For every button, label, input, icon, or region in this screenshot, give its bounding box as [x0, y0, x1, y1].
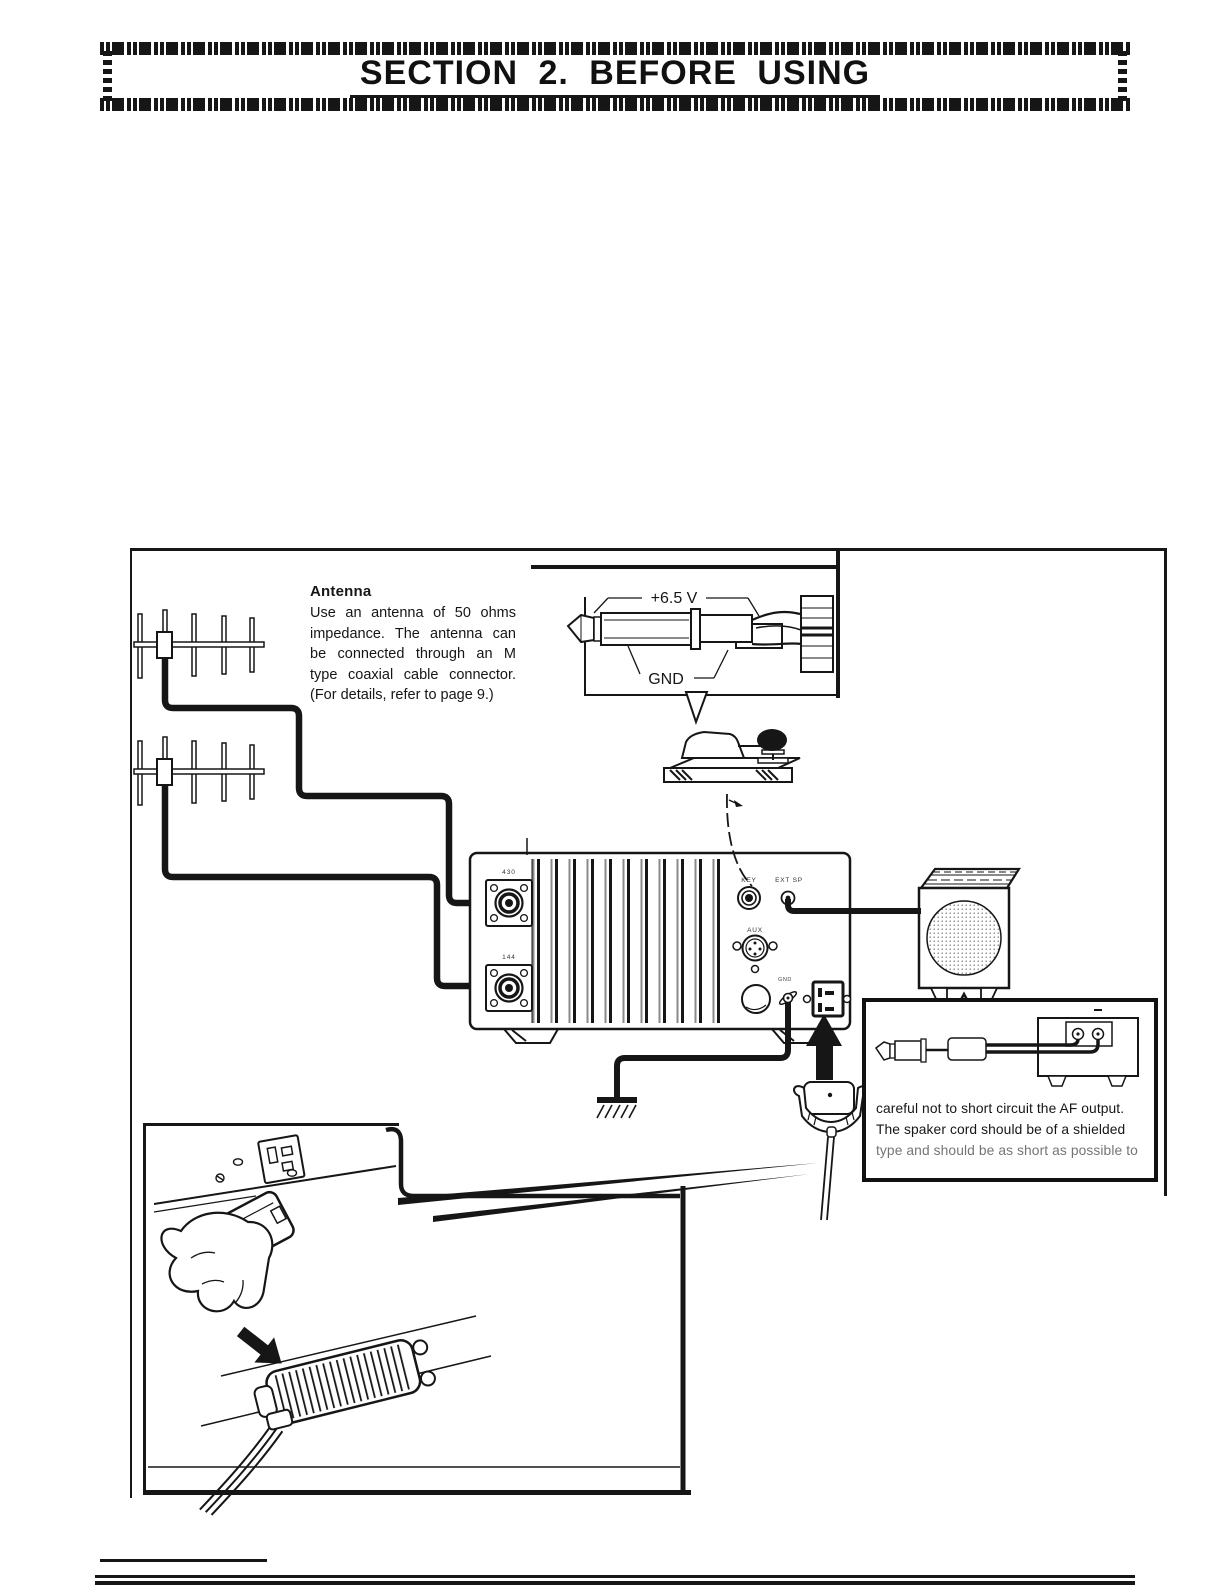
- key-cable: [727, 794, 752, 886]
- caution-illustration: [870, 1008, 1154, 1094]
- callout-wedges: [398, 1163, 818, 1222]
- caution-line-3: type and should be as short as possible to: [876, 1143, 1138, 1158]
- gnd-terminal-label: GND: [777, 977, 793, 983]
- arrow-up-icon: [806, 1014, 842, 1080]
- key-jack-label: KEY: [741, 877, 757, 884]
- speaker-cable: [788, 899, 921, 911]
- gnd-cable: [617, 1002, 788, 1097]
- antenna-jack-144-label: 144: [502, 954, 516, 961]
- plug-gnd-label: GND: [648, 671, 684, 688]
- page-title: SECTION 2. BEFORE USING: [350, 54, 880, 98]
- speaker-plug: [876, 1038, 986, 1062]
- antenna-note-body: Use an antenna of 50 ohms impedance. The antenna can be connected through an M type coaxial cable connector. (For details, refer to page 9.): [310, 605, 516, 703]
- antenna-note-heading: Antenna: [310, 583, 372, 600]
- caution-line-1: careful not to short circuit the AF output.: [876, 1101, 1125, 1116]
- caution-box: [862, 998, 1158, 1182]
- plugbox-pointer-tail: [686, 692, 707, 722]
- ground-symbol: [597, 1097, 637, 1118]
- plug-voltage-label: +6.5 V: [650, 590, 698, 607]
- caution-text: [876, 1098, 1152, 1158]
- caution-line-2: The spaker cord should be of a shielded: [876, 1122, 1126, 1137]
- antenna-jack-430-label: 430: [502, 869, 516, 876]
- aux-connector-label: AUX: [747, 927, 763, 934]
- ext-sp-jack-label: EXT SP: [775, 877, 803, 884]
